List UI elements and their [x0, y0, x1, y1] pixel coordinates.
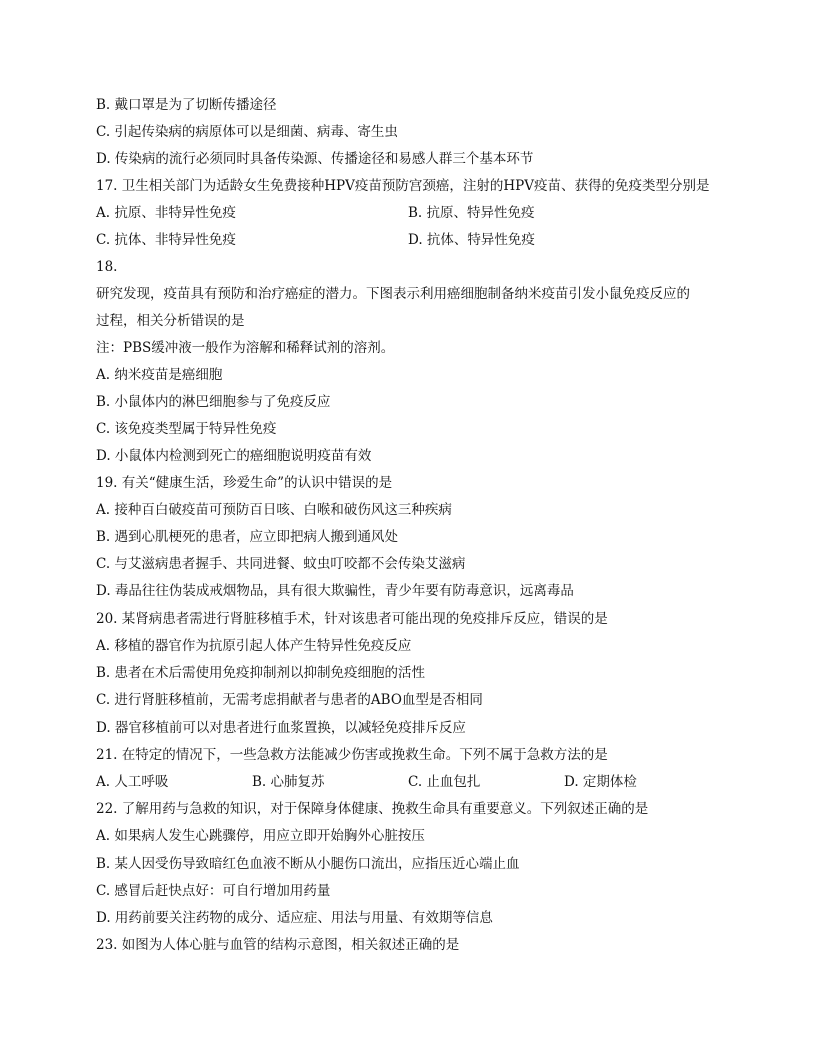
q20-option-c: C. 进行肾脏移植前，无需考虑捐献者与患者的ABO血型是否相同: [96, 692, 483, 708]
q19-option-d: D. 毒品往往伪装成戒烟物品，具有很大欺骗性，青少年要有防毒意识，远离毒品: [96, 583, 574, 599]
q17-option-a: A. 抗原、非特异性免疫: [96, 205, 236, 221]
question-22: 22. 了解用药与急救的知识，对于保障身体健康、挽救生命具有重要意义。下列叙述正确的是: [96, 801, 649, 817]
question-18-text-1: 研究发现，疫苗具有预防和治疗癌症的潜力。下图表示利用癌细胞制备纳米疫苗引发小鼠免疫反应的: [96, 286, 690, 302]
q22-option-d: D. 用药前要关注药物的成分、适应症、用法与用量、有效期等信息: [96, 910, 493, 926]
q22-option-a: A. 如果病人发生心跳骤停，用应立即开始胸外心脏按压: [96, 828, 425, 844]
q19-option-b: B. 遇到心肌梗死的患者，应立即把病人搬到通风处: [96, 529, 399, 545]
q18-option-c: C. 该免疫类型属于特异性免疫: [96, 421, 277, 437]
question-18-text-2: 过程，相关分析错误的是: [96, 313, 245, 329]
question-18-note: 注：PBS缓冲液一般作为溶解和稀释试剂的溶剂。: [96, 340, 395, 356]
question-17: 17. 卫生相关部门为适龄女生免费接种HPV疫苗预防宫颈癌，注射的HPV疫苗、获得的免疫类型分别是: [96, 178, 710, 194]
q20-option-b: B. 患者在术后需使用免疫抑制剂以抑制免疫细胞的活性: [96, 665, 426, 681]
q21-option-c: C. 止血包扎: [408, 774, 481, 790]
question-18-number: 18.: [96, 259, 118, 275]
q18-option-d: D. 小鼠体内检测到死亡的癌细胞说明疫苗有效: [96, 448, 372, 464]
question-23: 23. 如图为人体心脏与血管的结构示意图，相关叙述正确的是: [96, 937, 460, 953]
q17-option-b: B. 抗原、特异性免疫: [408, 205, 535, 221]
q17-options-row-1: [96, 204, 736, 222]
question-21: 21. 在特定的情况下，一些急救方法能减少伤害或挽救生命。下列不属于急救方法的是: [96, 747, 608, 763]
q16-option-c: C. 引起传染病的病原体可以是细菌、病毒、寄生虫: [96, 124, 398, 140]
q17-option-c: C. 抗体、非特异性免疫: [96, 232, 236, 248]
q16-option-b: B. 戴口罩是为了切断传播途径: [96, 97, 277, 113]
q21-options-row: [96, 773, 756, 791]
question-20: 20. 某肾病患者需进行肾脏移植手术，针对该患者可能出现的免疫排斥反应，错误的是: [96, 611, 608, 627]
q17-option-d: D. 抗体、特异性免疫: [408, 232, 535, 248]
question-19: 19. 有关“健康生活，珍爱生命”的认识中错误的是: [96, 475, 393, 491]
q21-option-a: A. 人工呼吸: [96, 774, 169, 790]
q21-option-d: D. 定期体检: [564, 774, 637, 790]
q18-option-b: B. 小鼠体内的淋巴细胞参与了免疫反应: [96, 394, 331, 410]
q22-option-c: C. 感冒后赶快点好：可自行增加用药量: [96, 883, 331, 899]
q20-option-d: D. 器官移植前可以对患者进行血浆置换，以减轻免疫排斥反应: [96, 720, 466, 736]
q16-option-d: D. 传染病的流行必须同时具备传染源、传播途径和易感人群三个基本环节: [96, 151, 534, 167]
q20-option-a: A. 移植的器官作为抗原引起人体产生特异性免疫反应: [96, 638, 412, 654]
q21-option-b: B. 心肺复苏: [252, 774, 325, 790]
q18-option-a: A. 纳米疫苗是癌细胞: [96, 367, 223, 383]
q19-option-c: C. 与艾滋病患者握手、共同进餐、蚊虫叮咬都不会传染艾滋病: [96, 556, 466, 572]
q22-option-b: B. 某人因受伤导致暗红色血液不断从小腿伤口流出，应指压近心端止血: [96, 856, 520, 872]
q17-options-row-2: [96, 231, 736, 249]
q19-option-a: A. 接种百白破疫苗可预防百日咳、白喉和破伤风这三种疾病: [96, 502, 452, 518]
